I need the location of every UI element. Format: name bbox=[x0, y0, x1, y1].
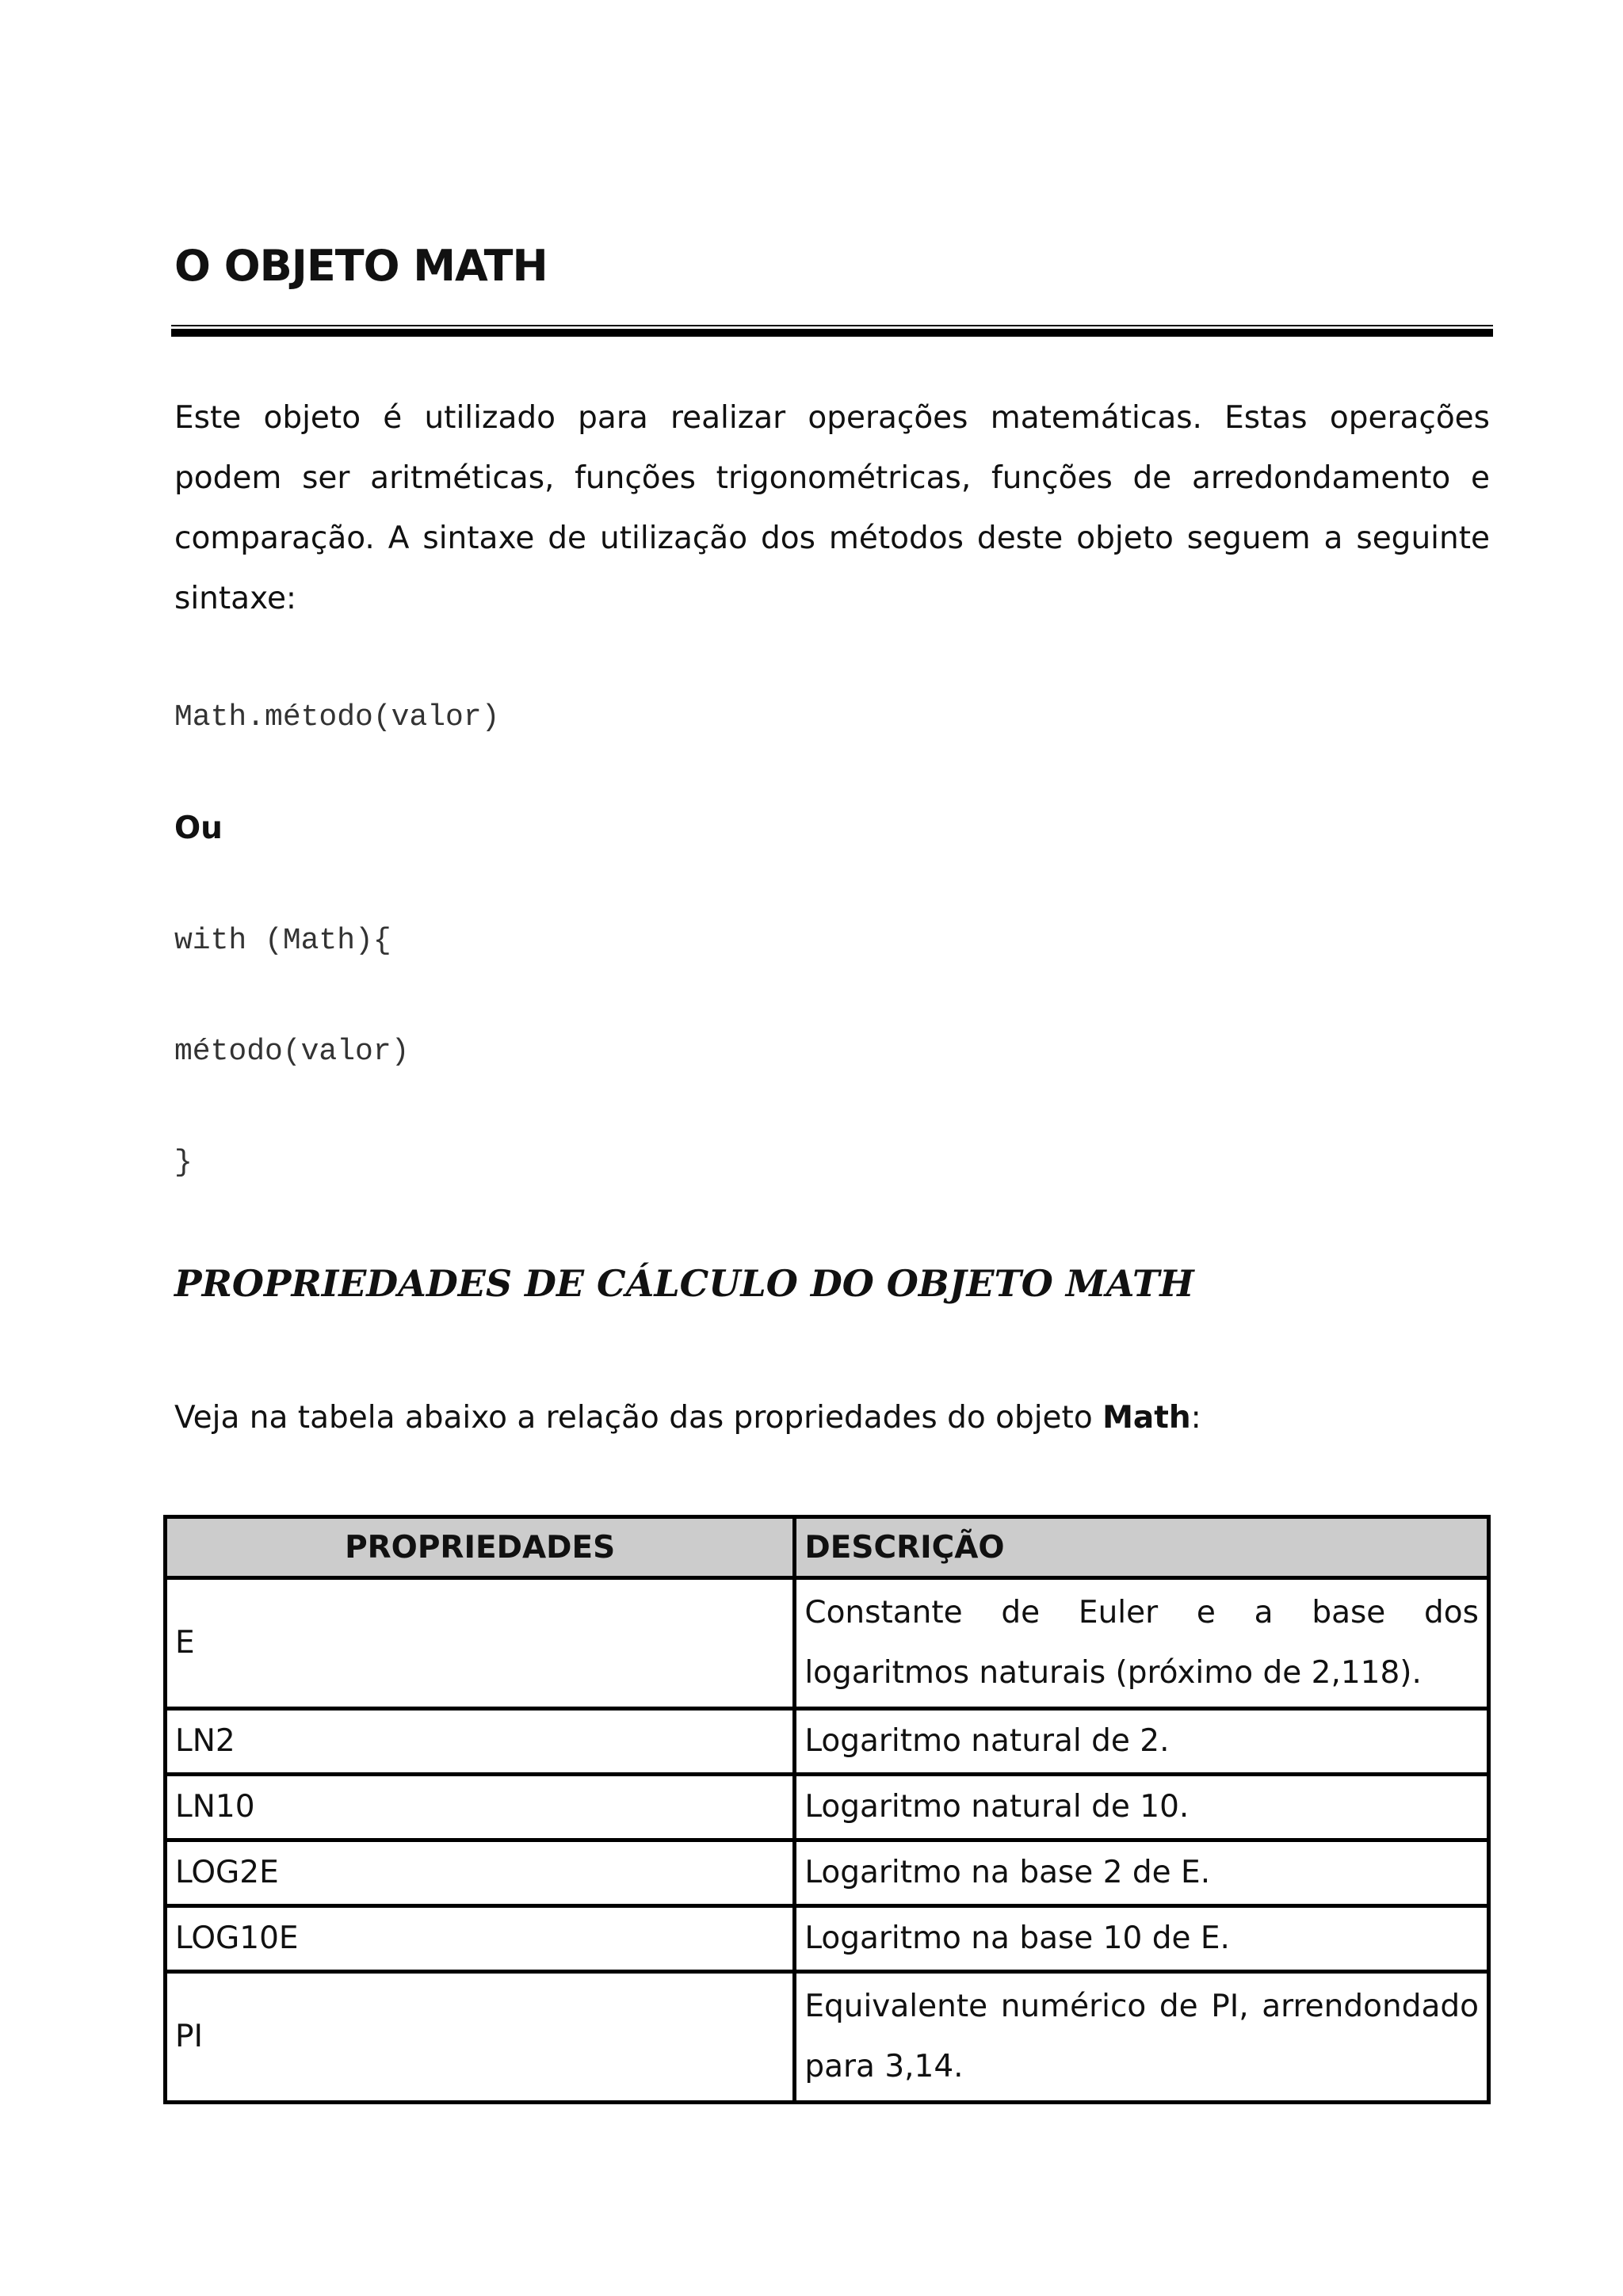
divider-thin-line bbox=[171, 325, 1493, 326]
table-header-row bbox=[166, 1517, 1489, 1578]
properties-table bbox=[163, 1515, 1491, 2104]
property-description: Constante de Euler e a base dos logaritmos naturais (próximo de 2,118). bbox=[795, 1578, 1489, 1709]
property-description: Logaritmo na base 2 de E. bbox=[795, 1840, 1489, 1906]
property-name: LOG10E bbox=[166, 1906, 795, 1972]
page-title: O OBJETO MATH bbox=[174, 241, 548, 291]
code-line-with-open: with (Math){ bbox=[174, 924, 391, 958]
code-line-math-method: Math.método(valor) bbox=[174, 700, 500, 734]
property-name: LN10 bbox=[166, 1775, 795, 1840]
table-row bbox=[166, 1906, 1489, 1972]
property-name: LN2 bbox=[166, 1709, 795, 1775]
property-name: E bbox=[166, 1578, 795, 1709]
table-intro bbox=[174, 1390, 1201, 1446]
table-row bbox=[166, 1709, 1489, 1775]
table-intro-suffix: : bbox=[1190, 1400, 1201, 1436]
or-label: Ou bbox=[174, 810, 223, 846]
property-description: Equivalente numérico de PI, arrendondado para 3,14. bbox=[795, 1972, 1489, 2103]
property-description: Logaritmo natural de 10. bbox=[795, 1775, 1489, 1840]
property-name: LOG2E bbox=[166, 1840, 795, 1906]
property-description: Logaritmo na base 10 de E. bbox=[795, 1906, 1489, 1972]
table-row bbox=[166, 1840, 1489, 1906]
table-row bbox=[166, 1972, 1489, 2103]
code-line-method-call: método(valor) bbox=[174, 1035, 410, 1069]
property-description: Logaritmo natural de 2. bbox=[795, 1709, 1489, 1775]
divider-thick-line bbox=[171, 329, 1493, 337]
table-intro-bold: Math bbox=[1102, 1400, 1191, 1436]
code-line-close-brace: } bbox=[174, 1146, 193, 1180]
title-divider bbox=[171, 325, 1493, 338]
table-row bbox=[166, 1775, 1489, 1840]
header-description: DESCRIÇÃO bbox=[795, 1517, 1489, 1578]
table-intro-text: Veja na tabela abaixo a relação das propriedades do objeto bbox=[174, 1400, 1103, 1436]
property-name: PI bbox=[166, 1972, 795, 2103]
header-properties: PROPRIEDADES bbox=[166, 1517, 795, 1578]
table-row bbox=[166, 1578, 1489, 1709]
intro-paragraph: Este objeto é utilizado para realizar operações matemáticas. Estas operações podem ser aritméticas, funções trigonométricas, funções de arredondamento e comparação. A sintaxe de utilização dos métodos deste objeto seguem a seguinte sintaxe: bbox=[174, 400, 1490, 616]
section-heading: PROPRIEDADES DE CÁLCULO DO OBJETO MATH bbox=[174, 1262, 1194, 1305]
